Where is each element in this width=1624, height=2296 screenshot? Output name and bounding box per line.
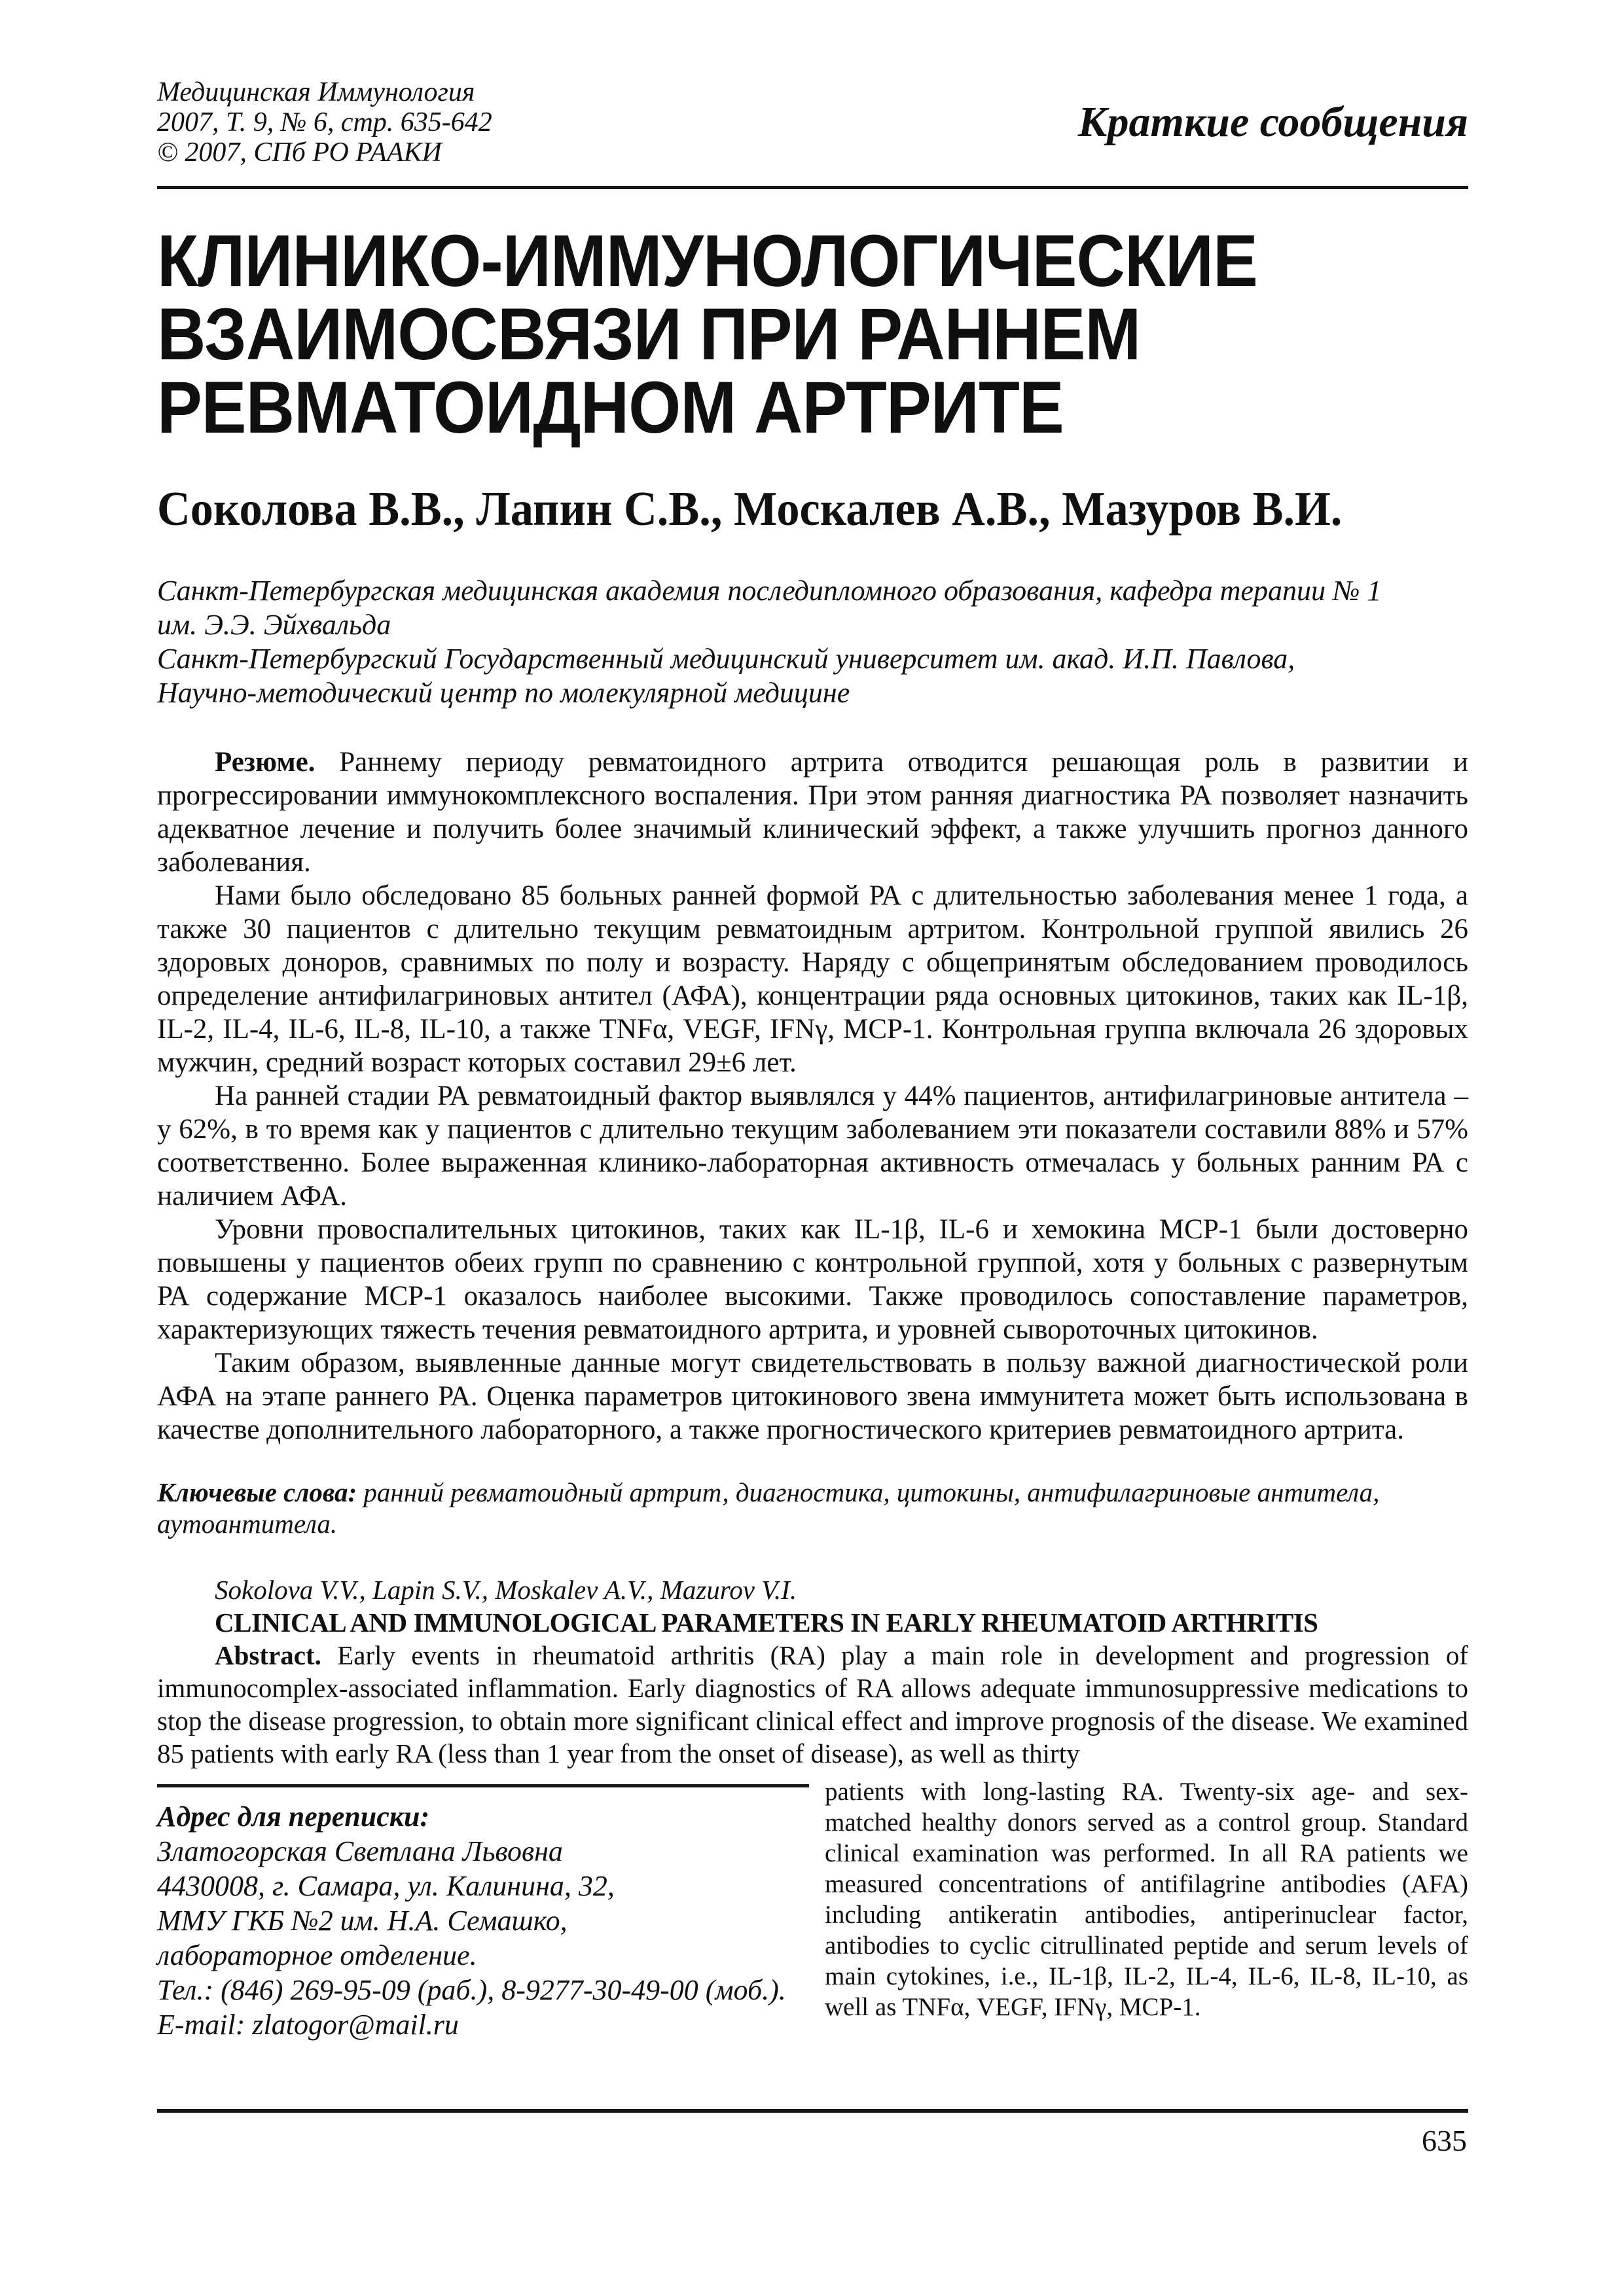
resume-section — [157, 745, 1468, 1446]
resume-label: Резюме. — [215, 747, 316, 778]
header-divider — [157, 186, 1468, 189]
keywords-text: ранний ревматоидный артрит, диагностика, цитокины, антифилагриновые антитела, аутоантитела. — [157, 1477, 1380, 1539]
english-authors-line: Sokolova V.V., Lapin S.V., Moskalev A.V., Mazurov V.I. — [215, 1575, 797, 1605]
affiliation-line: Санкт-Петербургская медицинская академия последипломного образования, кафедра терапии № 1 — [157, 575, 1382, 607]
affiliation-line: Научно-методический центр по молекулярной медицине — [157, 677, 850, 709]
english-abstract — [157, 1639, 1468, 1770]
resume-paragraph: На ранней стадии РА ревматоидный фактор выявлялся у 44% пациентов, антифилагриновые антитела – у 62%, в то время как у пациентов с длительно текущим заболеванием эти показатели составили 88% и 57% соответственно. Более выраженная клинико-лабораторная активность отмечалась у больных ранним РА с наличием АФА. — [157, 1081, 1468, 1211]
journal-name: Медицинская Иммунология — [157, 77, 475, 107]
article-title-line-2: ВЗАИМОСВЯЗИ ПРИ РАННЕМ — [157, 293, 1141, 375]
authors-line: Соколова В.В., Лапин С.В., Москалев А.В., Мазуров В.И. — [157, 482, 1343, 536]
english-abstract-continuation: patients with long-lasting RA. Twenty-six age- and sex-matched healthy donors served as a control group. Standard clinical examination was performed. In all RA patients we measured concentrations of antifilagrine antibodies (AFA) including antikeratin antibodies, antiperinuclear factor, antibodies to cyclic citrullinated peptide and serum levels of main cytokines, i.e., IL-1β, IL-2, IL-4, IL-6, IL-8, IL-10, as well as TNFα, VEGF, IFNγ, MCP-1. — [825, 1778, 1468, 2021]
section-label: Краткие сообщения — [1077, 98, 1468, 146]
abstract-label: Abstract. — [215, 1640, 321, 1670]
article-title — [157, 220, 1468, 448]
affiliations-block — [157, 574, 1468, 710]
correspondence-line: лабораторное отделение. — [157, 1939, 477, 1971]
english-abstract-text: Early events in rheumatoid arthritis (RA) play a main role in development and progression of immunocomplex-associated inflammation. Early diagnostics of RA allows adequate immunosuppressive medications to stop the disease progression, to obtain more significant clinical effect and improve prognosis of the disease. We examined 85 patients with early RA (less than 1 year from the onset of disease), as well as thirty — [157, 1640, 1469, 1768]
resume-paragraph: Таким образом, выявленные данные могут свидетельствовать в пользу важной диагностической роли АФА на этапе раннего РА. Оценка параметров цитокинового звена иммунитета может быть использована в качестве дополнительного лабораторного, а также прогностического критериев ревматоидного артрита. — [157, 1348, 1468, 1445]
keywords-line — [157, 1477, 1468, 1539]
correspondence-email-line: E-mail: zlatogor@mail.ru — [157, 2009, 459, 2041]
english-section — [157, 1573, 1468, 1770]
correspondence-line: ММУ ГКБ №2 им. Н.А. Семашко, — [157, 1905, 568, 1937]
journal-header — [157, 77, 1468, 168]
correspondence-label: Адрес для переписки: — [157, 1801, 430, 1833]
affiliation-line: Санкт-Петербургский Государственный медицинский университет им. акад. И.П. Павлова, — [157, 643, 1295, 675]
journal-copyright-line: © 2007, СПб РО РААКИ — [157, 137, 442, 168]
english-title: CLINICAL AND IMMUNOLOGICAL PARAMETERS IN EARLY RHEUMATOID ARTHRITIS — [215, 1607, 1318, 1638]
correspondence-line: Златогорская Светлана Львовна — [157, 1835, 563, 1867]
two-column-zone — [157, 1776, 1468, 2042]
resume-paragraph: Нами было обследовано 85 больных ранней формой РА с длительностью заболевания менее 1 года, а также 30 пациентов с длительно текущим ревматоидным артритом. Контрольной группой явились 26 здоровых доноров, сравнимых по полу и возрасту. Наряду с общепринятым обследованием проводилось определение антифилагриновых антител (АФА), концентрации ряда основных цитокинов, таких как IL-1β, IL-2, IL-4, IL-6, IL-8, IL-10, а также TNFα, VEGF, IFNγ, MCP-1. Контрольная группа включала 26 здоровых мужчин, средний возраст которых составил 29±6 лет. — [157, 880, 1468, 1078]
journal-info-block — [157, 77, 492, 168]
resume-paragraph: Уровни провоспалительных цитокинов, таких как IL-1β, IL-6 и хемокина MCP-1 были достоверно повышены у пациентов обеих групп по сравнению с контрольной группой, хотя у больных с развернутым РА содержание MCP-1 оказалось наиболее высокими. Также проводилось сопоставление параметров, характеризующих тяжесть течения ревматоидного артрита, и уровней сывороточных цитокинов. — [157, 1214, 1468, 1345]
correspondence-box — [157, 1784, 809, 2042]
correspondence-phone-line: Тел.: (846) 269-95-09 (раб.), 8-9277-30-49-00 (моб.). — [157, 1974, 786, 2006]
page-number: 635 — [1422, 2124, 1467, 2157]
right-column — [825, 1776, 1468, 2022]
article-title-line-1: КЛИНИКО-ИММУНОЛОГИЧЕСКИЕ — [157, 220, 1257, 302]
footer-divider — [157, 2109, 1468, 2113]
resume-paragraph — [157, 745, 1468, 879]
keywords-label: Ключевые слова: — [157, 1477, 357, 1507]
resume-paragraph-text: Раннему периоду ревматоидного артрита отводится решающая роль в развитии и прогрессировании иммунокомплексного воспаления. При этом ранняя диагностика РА позволяет назначить адекватное лечение и получить более значимый клинический эффект, а также улучшить прогноз данного заболевания. — [157, 747, 1468, 878]
article-title-line-3: РЕВМАТОИДНОМ АРТРИТЕ — [157, 367, 1064, 448]
journal-issue-line: 2007, Т. 9, № 6, стр. 635-642 — [157, 107, 492, 137]
affiliation-line: им. Э.Э. Эйхвальда — [157, 609, 391, 641]
correspondence-line: 4430008, г. Самара, ул. Калинина, 32, — [157, 1870, 615, 1902]
left-column — [157, 1776, 809, 2042]
